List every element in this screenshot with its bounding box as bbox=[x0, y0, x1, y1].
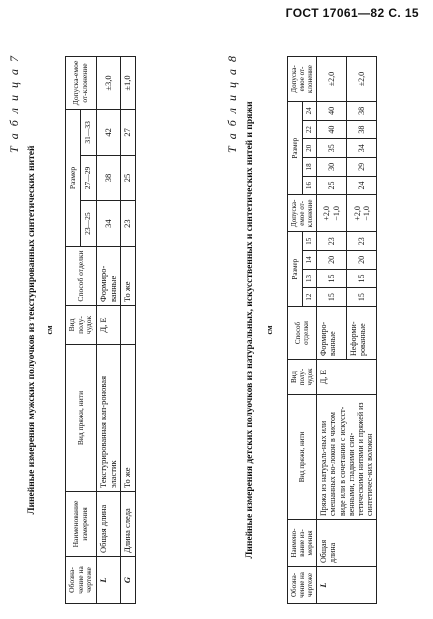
cell-value: 23 bbox=[347, 232, 377, 251]
table7-label: Т а б л и ц а 7 bbox=[7, 54, 21, 153]
cell-value: 15 bbox=[317, 288, 347, 307]
cell-finishing: Неформи-рованные bbox=[347, 307, 377, 360]
cell-value: 23 bbox=[121, 201, 136, 247]
cell-value: 38 bbox=[347, 102, 377, 121]
col-finishing: Способ отделки bbox=[66, 247, 97, 306]
col-size-value: 14 bbox=[302, 251, 317, 270]
cell-value: 40 bbox=[317, 102, 347, 121]
cell-product-type: Д, Е bbox=[96, 306, 121, 345]
col-size: Размер bbox=[288, 102, 303, 195]
table8-unit: см bbox=[265, 325, 274, 335]
cell-tolerance: ±3,0 bbox=[96, 57, 121, 110]
table-row bbox=[96, 57, 121, 604]
cell-value: 34 bbox=[96, 201, 121, 247]
table-row bbox=[121, 57, 136, 604]
col-size-value: 24 bbox=[302, 102, 317, 121]
table-header-row bbox=[66, 57, 81, 604]
col-size-value: 18 bbox=[302, 158, 317, 177]
cell-value: 20 bbox=[317, 251, 347, 270]
cell-value: 34 bbox=[347, 139, 377, 158]
col-yarn: Вид пряжи, нити bbox=[66, 345, 97, 492]
cell-designation: G bbox=[121, 557, 136, 604]
col-designation: Обозна-чение на чертеже bbox=[288, 567, 317, 604]
col-finishing: Способ отделки bbox=[288, 307, 317, 360]
col-size: Размер bbox=[288, 232, 303, 307]
cell-designation: L bbox=[96, 557, 121, 604]
cell-value: 23 bbox=[317, 232, 347, 251]
col-yarn: Вид пряжи, нити bbox=[288, 395, 317, 520]
cell-product-type: Д, Е bbox=[317, 360, 377, 395]
col-size: Размер bbox=[66, 110, 81, 247]
col-size-value: 27—29 bbox=[81, 155, 96, 201]
table8-block bbox=[221, 50, 433, 610]
table8-title: Линейные измерения детских полуочков из натуральных, искусственных и синтетических нитей и пряжи bbox=[245, 101, 255, 559]
col-size-value: 22 bbox=[302, 120, 317, 139]
cell-measurement: Длина следа bbox=[121, 492, 136, 557]
cell-value: 35 bbox=[317, 139, 347, 158]
table7-block bbox=[3, 50, 218, 610]
cell-value: 42 bbox=[96, 110, 121, 156]
col-product-type: Вид полу-чудок bbox=[66, 306, 97, 345]
cell-tolerance: ±2,0 bbox=[347, 57, 377, 102]
cell-value: 40 bbox=[317, 120, 347, 139]
col-size-value: 16 bbox=[302, 176, 317, 195]
col-size-value: 31—33 bbox=[81, 110, 96, 156]
col-tolerance: Допуска-емое от-клонение bbox=[288, 57, 317, 102]
cell-finishing: То же bbox=[121, 247, 136, 306]
col-tolerance: Допуска-емое от-клонение bbox=[66, 57, 97, 110]
cell-yarn: Пряжа из натураль-ных или смешанных во-локон в чистом виде или в сочетании с искусст-венными, гладкими син-тетическими нитями и пряжей из синтетичес-ких волокон bbox=[317, 395, 377, 520]
col-measurement: Наимено-вание из-мерения bbox=[288, 520, 317, 567]
cell-measurement: Общая длина bbox=[317, 520, 377, 567]
cell-value: 15 bbox=[347, 288, 377, 307]
cell-value: 27 bbox=[121, 110, 136, 156]
cell-value: 25 bbox=[317, 176, 347, 195]
cell-value: 29 bbox=[347, 158, 377, 177]
table7-title: Линейные измерения мужских полуочков из текстурированных синтетических нитей bbox=[27, 145, 37, 515]
cell-value: 30 bbox=[317, 158, 347, 177]
table-row bbox=[317, 57, 347, 604]
table8-label: Т а б л и ц а 8 bbox=[225, 54, 239, 153]
table8 bbox=[287, 56, 377, 604]
cell-tolerance: ±2,0 bbox=[317, 57, 347, 102]
table7 bbox=[65, 56, 136, 604]
cell-finishing: Формиро-ванные bbox=[96, 247, 121, 306]
col-size-value: 12 bbox=[302, 288, 317, 307]
col-size-value: 15 bbox=[302, 232, 317, 251]
cell-product-type bbox=[121, 306, 136, 345]
cell-designation: L bbox=[317, 567, 377, 604]
cell-yarn: Текстурированная кап-роновая эластик bbox=[96, 345, 121, 492]
col-size-value: 23—25 bbox=[81, 201, 96, 247]
page-header: ГОСТ 17061—82 С. 15 bbox=[285, 6, 419, 20]
col-size-value: 13 bbox=[302, 269, 317, 288]
cell-value: 38 bbox=[96, 155, 121, 201]
cell-measurement: Общая длина bbox=[96, 492, 121, 557]
col-designation: Обозна-чение на чертеже bbox=[66, 557, 97, 604]
cell-value: 24 bbox=[347, 176, 377, 195]
col-measurement: Наименование измерения bbox=[66, 492, 97, 557]
cell-value: 25 bbox=[121, 155, 136, 201]
col-tolerance: Допуска-емое от-клонение bbox=[288, 195, 317, 232]
cell-value: 15 bbox=[347, 269, 377, 288]
table7-unit: см bbox=[45, 325, 54, 335]
cell-value: 20 bbox=[347, 251, 377, 270]
cell-tolerance: +2,0 −1,0 bbox=[317, 195, 347, 232]
table-header-row bbox=[288, 57, 303, 604]
cell-finishing: Формиро-ванные bbox=[317, 307, 347, 360]
col-product-type: Вид полу-чудок bbox=[288, 360, 317, 395]
cell-tolerance: +2,0 −1,0 bbox=[347, 195, 377, 232]
cell-yarn: То же bbox=[121, 345, 136, 492]
cell-value: 15 bbox=[317, 269, 347, 288]
col-size-value: 20 bbox=[302, 139, 317, 158]
cell-value: 38 bbox=[347, 120, 377, 139]
cell-tolerance: ±1,0 bbox=[121, 57, 136, 110]
